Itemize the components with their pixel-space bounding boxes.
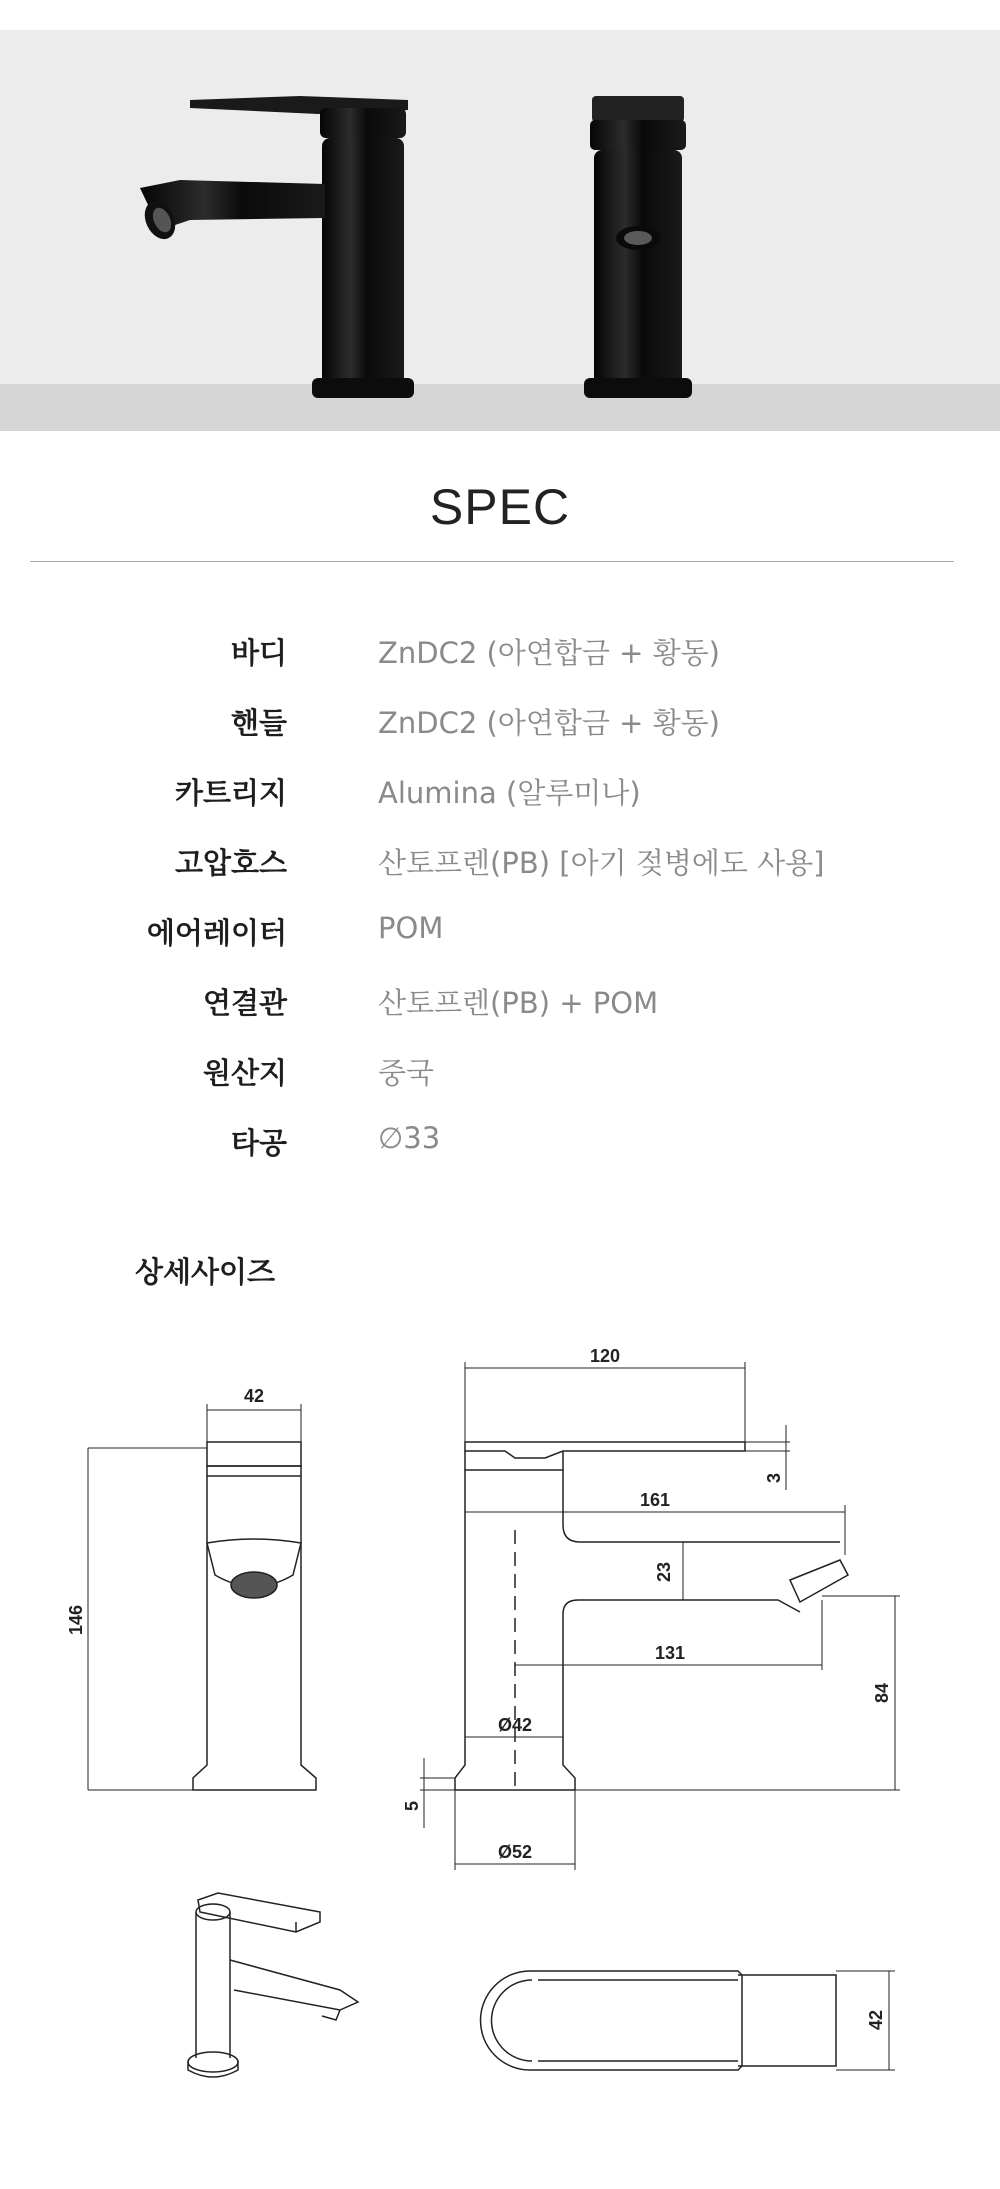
spec-row-body — [0, 631, 1000, 691]
dimension-drawing — [0, 1320, 1000, 2180]
product-photo — [0, 30, 1000, 431]
spec-label: 핸들 — [230, 706, 287, 740]
spec-label: 고압호스 — [174, 846, 287, 880]
top-view-drawing — [480, 1971, 895, 2070]
spec-value: ∅33 — [378, 1121, 441, 1155]
spec-value: 중국 — [378, 1056, 435, 1090]
faucet-side-photo — [139, 96, 414, 398]
spec-divider — [30, 561, 954, 562]
dim-top-width: 42 — [866, 2009, 886, 2031]
spec-row-connector — [0, 981, 1000, 1041]
spec-label: 타공 — [230, 1126, 287, 1160]
spec-title: SPEC — [429, 479, 571, 535]
spec-value: ZnDC2 (아연합금 + 황동) — [378, 636, 720, 670]
dim-handle-gap: 3 — [764, 1472, 784, 1484]
dim-handle-length: 120 — [589, 1346, 621, 1366]
side-view-drawing — [420, 1362, 900, 1870]
detail-size-heading: 상세사이즈 — [135, 1255, 276, 1289]
faucet-front-photo — [584, 96, 692, 398]
front-view-drawing — [88, 1404, 316, 1790]
spec-value: Alumina (알루미나) — [378, 776, 641, 810]
spec-label: 에어레이터 — [146, 916, 287, 950]
spec-label: 카트리지 — [174, 776, 287, 810]
dim-base-thickness: 5 — [402, 1800, 422, 1812]
dim-spout-thickness: 23 — [654, 1561, 674, 1583]
spec-row-handle — [0, 701, 1000, 761]
spec-label: 연결관 — [202, 986, 287, 1020]
dim-spout-reach: 131 — [654, 1643, 686, 1663]
dim-body-diameter: Ø42 — [497, 1715, 533, 1735]
dim-front-height: 146 — [66, 1604, 86, 1636]
spec-label: 원산지 — [202, 1056, 287, 1090]
spec-value: POM — [378, 911, 444, 945]
isometric-view-drawing — [188, 1893, 358, 2077]
spec-row-cartridge — [0, 771, 1000, 831]
spec-row-hose — [0, 841, 1000, 901]
spec-row-origin — [0, 1051, 1000, 1111]
dim-front-width: 42 — [243, 1386, 265, 1406]
dim-base-diameter: Ø52 — [497, 1842, 533, 1862]
faucet-illustration — [0, 30, 1000, 431]
dim-spout-length: 161 — [639, 1490, 671, 1510]
spec-row-hole — [0, 1121, 1000, 1181]
spec-value: ZnDC2 (아연합금 + 황동) — [378, 706, 720, 740]
spec-value: 산토프렌(PB) [아기 젖병에도 사용] — [378, 846, 825, 880]
dim-spout-height: 84 — [872, 1682, 892, 1704]
spec-value: 산토프렌(PB) + POM — [378, 986, 659, 1020]
spec-label: 바디 — [230, 636, 287, 670]
spec-row-aerator — [0, 911, 1000, 971]
